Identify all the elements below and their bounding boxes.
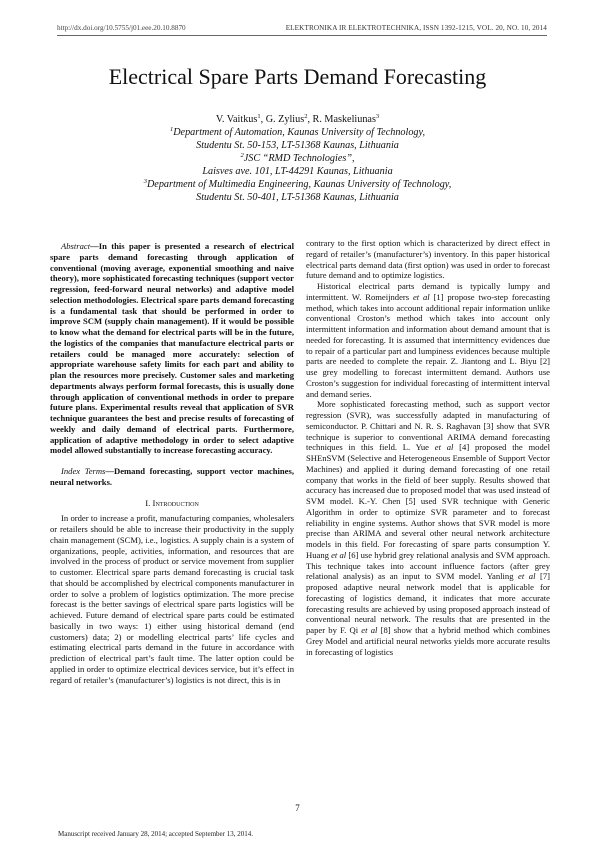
affiliation-address: Laisves ave. 101, LT-44291 Kaunas, Lithuania bbox=[202, 166, 393, 177]
author-mark: 2 bbox=[304, 113, 308, 120]
author-name: G. Zylius bbox=[265, 114, 305, 125]
author-block bbox=[0, 113, 595, 204]
manuscript-footnote: Manuscript received January 28, 2014; accepted September 13, 2014. bbox=[58, 830, 253, 838]
paper-title: Electrical Spare Parts Demand Forecasting bbox=[108, 64, 487, 89]
affiliation-address: Studentu St. 50-401, LT-51368 Kaunas, Lithuania bbox=[196, 192, 399, 203]
right-column bbox=[306, 238, 550, 657]
index-terms-label: Index Terms bbox=[61, 466, 106, 476]
author-mark: 3 bbox=[375, 113, 380, 120]
page-number: 7 bbox=[295, 803, 300, 813]
author-name: V. Vaitkus bbox=[215, 114, 258, 125]
author-mark: 1 bbox=[257, 113, 261, 120]
section-heading: I. Introduction bbox=[145, 497, 199, 508]
affiliation-address: Studentu St. 50-153, LT-51368 Kaunas, Lithuania bbox=[196, 140, 399, 151]
abstract-label: Abstract bbox=[61, 241, 91, 251]
body-paragraph: Historical electrical parts demand is typically lumpy and intermittent. W. Romeijnders et al [1] propose two-step forecasting method, which takes into account additional repair information unlike conventional Croston’s method which takes into account only intermittent information and information about demand amount that is needed for forecasting. It is assumed that intermittency evidences due to repair of a particular part and lumpiness evidences because multiple parts are needed to complete the repair. Z. Jiantong and L. Biyu [2] use grey modelling to forecast intermittent demand. Authors use Croston’s suggestion for individual forecasting of intermittent interval and demand series. bbox=[306, 281, 550, 399]
author-names: V. Vaitkus$^1$, G. Zylius$^2$, R. Maskeliunas$^3$ bbox=[215, 113, 380, 125]
abstract bbox=[50, 241, 294, 456]
abstract-text: —In this paper is presented a research of electrical spare parts demand forecasting through application of conventional (moving average, exponential smoothing and naive theory), more sophisticated forecasting techniques (support vector regression, feed-forward neural networks) and adaptive model selection methodologies. Electrical spare parts demand forecasting is a fundamental task that should be performed in order to improve SCM (supply chain management). If it would be possible to know what the demand for electrical parts will be in the future, the logistics of the companies that manufacture electrical parts or retailers could be managed more accurately: selection of appropriate warehouse safety limits for each part and ability to plan the resources more precisely. Customer sales and marketing departments always perform formal forecasts, this is usually done through application of conventional methods in order to prepare future plans. Experimental results reveal that application of SVR technique guarantees the best and precise results of forecasting of weekly and daily demand of electrical parts. Furthermore, application of adaptive methodology in order to select adaptive model allowed substantially to increase forecasting accuracy. bbox=[50, 241, 294, 456]
author-name: R. Maskeliunas bbox=[312, 114, 376, 125]
header-divider bbox=[57, 35, 547, 36]
body-paragraph: contrary to the first option which is characterized by direct effect in regard of retailer’s (manufacturer’s) inventory. In this paper historical electrical parts demand data (first option) was used in order to forecast future demand and to optimize logistics. bbox=[306, 238, 550, 281]
index-terms bbox=[50, 466, 294, 488]
header-journal-info: ELEKTRONIKA IR ELEKTROTECHNIKA, ISSN 1392-1215, VOL. 20, NO. 10, 2014 bbox=[285, 24, 547, 32]
body-paragraph: More sophisticated forecasting method, such as support vector regression (SVR), was successfully adapted in manufacturing of semiconductor. P. Chittari and N. R. S. Raghavan [3] show that SVR technique is superior to conventional ARIMA demand forecasting techniques in this field. L. Yue et al [4] proposed the model SHEnSVM (Selective and Heterogeneous Ensemble of Support Vector Machines) and applied it during demand forecasting of one retail company that works in the field of beer supply. Results showed that accuracy has increased due to proposed model that was used instead of SVM model. K.-Y. Chen [5] used SVR technique with Generic Algorithm in order to optimize SVR parameter and to forecast reliability in engine systems. Author shows that SVR model is more precise than ARIMA and several other neural network architecture models in this field. For forecasting of spare parts consumption Y. Huang et al [6] use hybrid grey relational analysis and SVM approach. This technique takes into account influence factors (after grey relational analysis) as an input to SVM model. Yanling et al [7] proposed adaptive neural network model that is applicable for forecasting of logistics demand, it indicates that more accurate forecasting results are achieved by using proposed approach instead of conventional neural network. The results that are presented in the paper by F. Qi et al [8] show that a hybrid method which combines Grey Model and artificial neural networks yields more accurate results in forecasting of logistics bbox=[306, 399, 550, 657]
affiliation-line: $^1$Department of Automation, Kaunas University of Technology, bbox=[169, 126, 426, 138]
left-column bbox=[50, 241, 294, 685]
affiliation-line: $^3$Department of Multimedia Engineering, Kaunas University of Technology, bbox=[143, 178, 452, 190]
affiliation-line: $^2$JSC “RMD Technologies”, bbox=[240, 152, 355, 164]
header-doi: http://dx.doi.org/10.5755/j01.eee.20.10.8870 bbox=[57, 24, 186, 32]
index-terms-text: —Demand forecasting, support vector machines, neural networks. bbox=[50, 466, 294, 487]
body-paragraph: In order to increase a profit, manufacturing companies, wholesalers or retailers should be able to increase their productivity in the supply chain management (SCM), i.e., logistics. A supply chain is a system of organizations, people, activities, information, and resources that are involved in the process of product or service movement from supplier to customer. Electrical spare parts demand forecasting is crucial task that should be accomplished by electrical components manufacturer in order to solve a problem of logistics optimization. The more precise forecast is the better savings of electrical spare parts logistics will be achieved. Future demand of electrical spare parts could be estimated basically in two ways: 1) either using historical demand (end customers) data; 2) or modelling electrical parts’ life cycles and estimating electrical parts demand in the future in accordance with prediction of electrical part’s fault time. The latter option could be applied in order to optimize electrical devices service, but it’s effect in regard of retailer’s (manufacturer’s) logistics is not direct, this is in bbox=[50, 513, 294, 685]
